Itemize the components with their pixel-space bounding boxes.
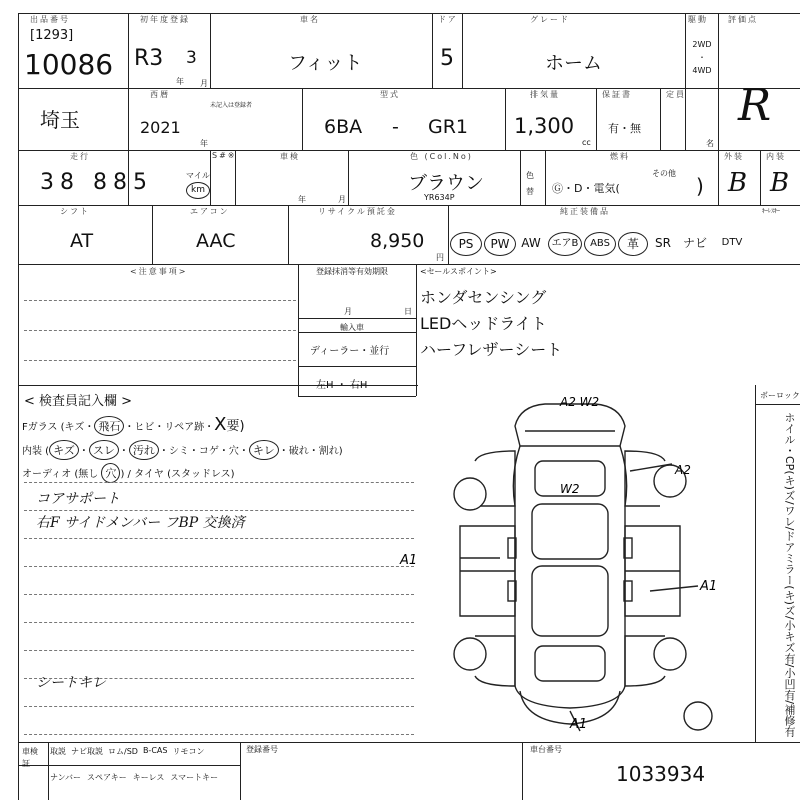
equipment-item: エアB: [548, 232, 582, 256]
reg-month: 3: [186, 48, 197, 68]
grade-label: グレード: [530, 15, 570, 24]
glass-line: [22, 414, 245, 436]
recycle-label: リサイクル預託金: [318, 207, 397, 216]
equipment-label: 純正装備品: [560, 207, 610, 216]
inspection-month-unit: 月: [338, 195, 346, 204]
reg-month-unit: 月: [200, 79, 208, 88]
model-year-unit: 年: [200, 139, 208, 148]
interior-condition-item: キズ: [49, 440, 79, 460]
drive-label: 駆動: [688, 15, 708, 24]
sales-point-2: LEDヘッドライト: [420, 314, 547, 333]
equipment-item: 革: [618, 232, 648, 256]
lot-number: 10086: [24, 48, 114, 81]
recycle-deposit: 8,950: [370, 230, 425, 252]
interior-line: 内装 ( キズ ・ スレ ・ 汚れ ・シミ・コゲ・穴・ キレ ・破れ・割れ): [22, 440, 343, 460]
handwritten-note-3: シートキレ: [36, 675, 106, 691]
footer-item: ナンバー: [50, 773, 82, 782]
smeter-label: S#※: [212, 151, 237, 160]
damage-mark: A2: [675, 463, 691, 477]
shift-label: シフト: [60, 207, 90, 216]
footer-item: B-CAS: [142, 746, 168, 755]
yen-unit: 円: [436, 253, 444, 262]
reg-month-unit: 月: [344, 307, 352, 316]
displacement-label: 排気量: [530, 90, 560, 99]
equipment-item: AW: [521, 236, 541, 250]
glass-x-mark: X: [214, 414, 227, 435]
hosho-value: 有・無: [608, 122, 641, 135]
footer-item: ロム/SD: [108, 747, 138, 756]
ac-label: エアコン: [190, 207, 230, 216]
caution-label: <注意事項>: [130, 267, 188, 276]
footer-item: スマートキー: [170, 773, 219, 782]
model-label: 型式: [380, 90, 400, 99]
mileage-digit: 3: [40, 170, 60, 195]
footer-item: ナビ取説: [71, 747, 103, 756]
interior-condition-item: スレ: [89, 440, 119, 460]
interior-grade: B: [770, 168, 790, 198]
footer-item: リモコン: [172, 747, 205, 756]
damage-mark: A1: [700, 579, 718, 594]
mileage-digit: 8: [113, 170, 133, 195]
color-code: YR634P: [424, 193, 455, 202]
sales-point-1: ホンダセンシング: [420, 288, 547, 307]
footer-item: 取説: [50, 747, 66, 756]
audio-text-b: ) / タイヤ (スタッドレス): [120, 469, 235, 480]
glass-text-b: ・ヒビ・リペア跡・: [124, 422, 215, 433]
mileage: [40, 170, 153, 195]
audio-line: [22, 463, 235, 483]
color-name: ブラウン: [408, 172, 485, 194]
handwritten-note-2: 右F サイドメンバー フBP 交換済: [36, 515, 245, 531]
fuel-label: 燃料: [610, 152, 630, 161]
interior-condition-item: コゲ: [198, 446, 219, 457]
mileage-digit: 8: [60, 170, 80, 195]
region: 埼玉: [40, 108, 80, 132]
eval-score: R: [738, 80, 772, 131]
glass-req: 要): [226, 419, 245, 434]
footer-item: スペアキー: [87, 773, 127, 782]
chassis-label: 車台番号: [530, 745, 562, 754]
hosho-label: 保証書: [602, 90, 632, 99]
right-col-label: ボーロック: [760, 391, 800, 400]
model-prefix: 6BA: [324, 116, 363, 138]
glass-text-a: Fガラス (キズ・: [22, 422, 95, 433]
capacity-label: 定員: [666, 90, 686, 99]
equipment-item: PS: [450, 232, 482, 256]
stray-label: ｷｰﾚｽｷｰ: [762, 208, 781, 215]
model-code: GR1: [428, 116, 469, 138]
capacity-unit: 名: [706, 139, 714, 148]
reg-no-label: 登録番号: [246, 745, 278, 754]
fuel-close: ): [696, 174, 704, 198]
drive-dot: ・: [698, 53, 706, 62]
interior-line-label: 内装 (: [22, 446, 50, 457]
cc-unit: cc: [582, 138, 591, 147]
reg-day-unit: 日: [404, 307, 412, 316]
color-change-2: 替: [526, 187, 534, 196]
recv-label: 車検証: [22, 747, 38, 768]
ac: AAC: [196, 230, 236, 252]
interior-condition-item: 汚れ: [129, 440, 159, 460]
shift: AT: [70, 230, 94, 252]
reg-year-unit: 年: [176, 77, 184, 86]
import-label: 輸入車: [340, 323, 364, 332]
chassis-number: 1033934: [616, 762, 706, 786]
car-name-label: 車名: [300, 15, 320, 24]
equipment-item: SR: [655, 236, 671, 250]
drive-4wd: 4WD: [692, 66, 712, 75]
inspection-year-unit: 年: [298, 195, 306, 204]
footer-items-top: [50, 746, 240, 757]
equipment-item: DTV: [721, 237, 743, 248]
mileage-digit: 8: [93, 170, 113, 195]
equipment-list: [450, 230, 800, 256]
lot-sub-number: [1293]: [30, 28, 74, 43]
interior-condition-item: 破れ: [288, 446, 309, 457]
interior-condition-item: 割れ: [318, 446, 339, 457]
sales-point-3: ハーフレザーシート: [420, 340, 563, 359]
interior-condition-item: シミ: [168, 446, 189, 457]
displacement: 1,300: [514, 114, 575, 138]
mileage-label: 走行: [70, 152, 90, 161]
eval-label: 評価点: [728, 15, 758, 24]
year-label: 西暦: [150, 90, 170, 99]
exterior-grade: B: [728, 168, 748, 198]
door-count: 5: [440, 46, 454, 71]
door-label: ドア: [438, 15, 458, 24]
mileage-unit-mile: マイル: [186, 171, 210, 180]
equipment-item: ABS: [584, 232, 616, 256]
handle-value: 左H ・ 右H: [316, 380, 368, 391]
color-label: 色 (Col.No): [410, 152, 473, 161]
fuel-other: その他: [652, 169, 676, 178]
color-change-1: 色: [526, 171, 534, 180]
mileage-unit-km: km: [186, 182, 210, 199]
exterior-label: 外装: [724, 152, 744, 161]
equipment-item: PW: [484, 232, 516, 256]
mileage-digit: 5: [133, 170, 153, 195]
reg-expiry-label: 登録抹消等有効期限: [316, 267, 388, 276]
equipment-item: ナビ: [682, 236, 707, 250]
interior-line-close: ): [338, 446, 343, 457]
right-col-notes: ホイル・CP(キ)ズ/ワレ/ドアミラー(キ)ズ/小キズ有/小凹有/補修有: [783, 412, 796, 738]
drive-2wd: 2WD: [692, 40, 712, 49]
car-name: フィット: [288, 52, 363, 74]
glass-circled: 飛石: [94, 416, 124, 436]
fuel-options: Ⓖ・D・電気(: [552, 182, 620, 195]
inspection-label: 車検: [280, 152, 300, 161]
damage-mark: A2 W2: [560, 395, 600, 409]
interior-condition-item: 穴: [228, 446, 239, 457]
model-year: 2021: [140, 118, 181, 137]
audio-text-a: オーディオ (無し: [22, 469, 102, 480]
interior-condition-item: キレ: [249, 440, 279, 460]
footer-items-bottom: [50, 772, 240, 783]
lot-label: 出品番号: [30, 15, 70, 24]
inspector-title: < 検査員記入欄 >: [24, 394, 133, 409]
sales-label: <セールスポイント>: [420, 267, 497, 276]
damage-mark: A1: [400, 553, 418, 568]
damage-mark: W2: [560, 482, 580, 496]
handwritten-note-1: コアサポート: [36, 491, 120, 507]
first-reg-label: 初年度登録: [140, 15, 190, 24]
damage-mark: A1: [570, 717, 588, 732]
car-damage-diagram: [400, 386, 754, 742]
import-value: ディーラー・並行: [310, 346, 390, 357]
audio-circled: 穴: [101, 463, 120, 483]
footer-item: キーレス: [132, 773, 165, 782]
model-dash: -: [392, 116, 399, 138]
reg-era-year: R3: [134, 46, 164, 71]
grade: ホーム: [545, 52, 603, 74]
interior-label: 内装: [766, 152, 786, 161]
unreg-note: 未記入は登録者: [210, 102, 253, 109]
